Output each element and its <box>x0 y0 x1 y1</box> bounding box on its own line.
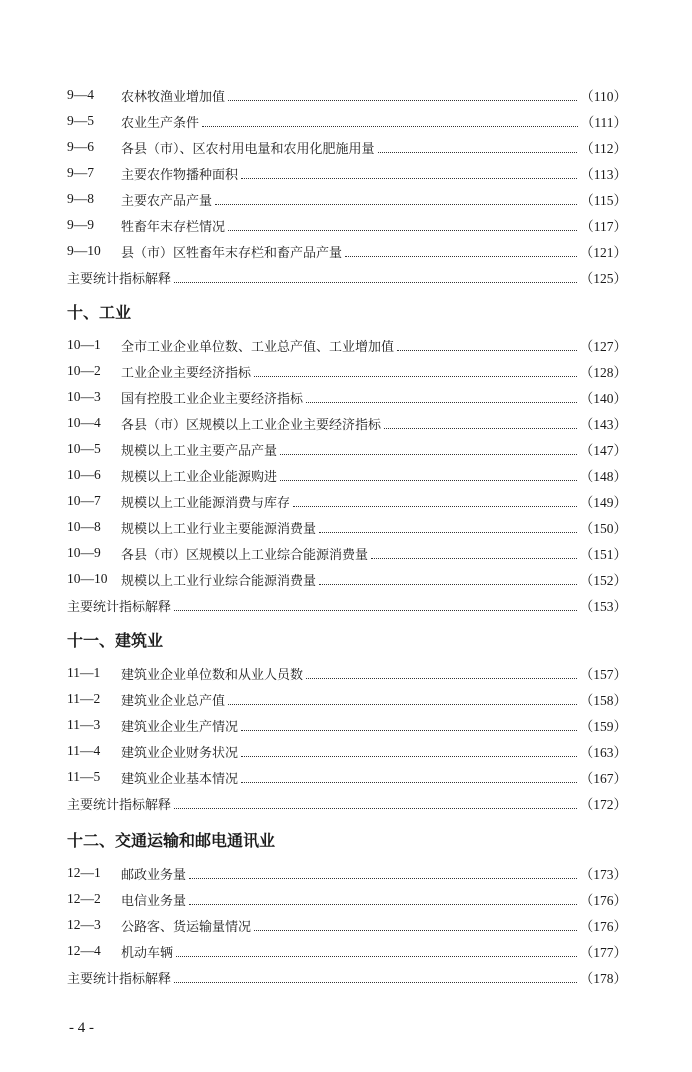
entry-title: 国有控股工业企业主要经济指标 <box>121 391 304 407</box>
dot-leader <box>241 782 577 783</box>
entry-title: 规模以上工业能源消费与库存 <box>121 495 291 511</box>
entry-page: （152） <box>579 573 627 588</box>
entry-title: 规模以上工业企业能源购进 <box>121 469 278 485</box>
entry-page: （111） <box>580 115 627 130</box>
toc-entry[interactable] <box>67 464 627 486</box>
entry-page: （125） <box>579 271 627 286</box>
entry-title: 县（市）区牲畜年末存栏和畜产品产量 <box>121 245 343 261</box>
entry-title: 全市工业企业单位数、工业总产值、工业增加值 <box>121 339 395 355</box>
entry-number: 11—3 <box>67 717 101 732</box>
entry-title: 各县（市）、区农村用电量和农用化肥施用量 <box>121 141 375 157</box>
entry-title: 规模以上工业主要产品产量 <box>121 443 278 459</box>
entry-number: 11—1 <box>67 665 101 680</box>
toc-entry[interactable] <box>67 84 627 106</box>
toc-entry[interactable] <box>67 490 627 512</box>
toc-entry[interactable] <box>67 568 627 590</box>
dot-leader <box>371 558 577 559</box>
toc-entry[interactable] <box>67 412 627 434</box>
toc-entry[interactable] <box>67 360 627 382</box>
toc-entry-explanation[interactable] <box>67 966 627 988</box>
entry-title: 建筑业企业单位数和从业人员数 <box>121 667 304 683</box>
entry-page: （112） <box>580 141 627 156</box>
toc-entry[interactable] <box>67 516 627 538</box>
entry-number: 10—1 <box>67 337 101 352</box>
toc-entry[interactable] <box>67 334 627 356</box>
entry-title: 工业企业主要经济指标 <box>121 365 252 381</box>
entry-page: （110） <box>580 89 627 104</box>
toc-entry[interactable] <box>67 740 627 762</box>
entry-page: （121） <box>579 245 627 260</box>
entry-page: （167） <box>579 771 627 786</box>
entry-title: 机动车辆 <box>121 945 174 961</box>
entry-page: （149） <box>579 495 627 510</box>
entry-page: （128） <box>579 365 627 380</box>
dot-leader <box>345 256 577 257</box>
entry-number: 9—6 <box>67 139 94 154</box>
entry-page: （140） <box>579 391 627 406</box>
dot-leader <box>254 930 577 931</box>
dot-leader <box>228 230 577 231</box>
toc-entry[interactable] <box>67 438 627 460</box>
toc-entry[interactable] <box>67 542 627 564</box>
dot-leader <box>174 808 577 809</box>
entry-number: 9—8 <box>67 191 94 206</box>
toc-entry[interactable] <box>67 386 627 408</box>
toc-entry-explanation[interactable] <box>67 266 627 288</box>
entry-number: 9—5 <box>67 113 94 128</box>
dot-leader <box>189 878 577 879</box>
toc-entry[interactable] <box>67 240 627 262</box>
entry-page: （163） <box>579 745 627 760</box>
entry-title: 规模以上工业行业综合能源消费量 <box>121 573 317 589</box>
toc-entry[interactable] <box>67 162 627 184</box>
toc-entry-explanation[interactable] <box>67 594 627 616</box>
entry-number: 10—10 <box>67 571 108 586</box>
toc-entry[interactable] <box>67 862 627 884</box>
toc-entry[interactable] <box>67 110 627 132</box>
dot-leader <box>228 704 577 705</box>
entry-title: 邮政业务量 <box>121 867 187 883</box>
entry-title: 各县（市）区规模以上工业综合能源消费量 <box>121 547 369 563</box>
entry-page: （158） <box>579 693 627 708</box>
entry-number: 12—3 <box>67 917 101 932</box>
section-heading: 十一、建筑业 <box>67 631 164 650</box>
entry-title: 建筑业企业总产值 <box>121 693 226 709</box>
entry-page: （176） <box>579 893 627 908</box>
entry-number: 12—4 <box>67 943 101 958</box>
dot-leader <box>306 678 577 679</box>
dot-leader <box>241 178 577 179</box>
dot-leader <box>254 376 577 377</box>
dot-leader <box>189 904 577 905</box>
dot-leader <box>397 350 577 351</box>
entry-title: 主要农作物播种面积 <box>121 167 239 183</box>
dot-leader <box>306 402 577 403</box>
entry-page: （173） <box>579 867 627 882</box>
entry-number: 12—1 <box>67 865 101 880</box>
entry-page: （127） <box>579 339 627 354</box>
entry-title: 各县（市）区规模以上工业企业主要经济指标 <box>121 417 382 433</box>
section-heading: 十二、交通运输和邮电通讯业 <box>67 831 276 850</box>
entry-number: 10—7 <box>67 493 101 508</box>
entry-title: 电信业务量 <box>121 893 187 909</box>
entry-title: 农林牧渔业增加值 <box>121 89 226 105</box>
entry-page: （143） <box>579 417 627 432</box>
entry-page: （115） <box>580 193 627 208</box>
toc-entry[interactable] <box>67 136 627 158</box>
entry-page: （147） <box>579 443 627 458</box>
entry-title: 建筑业企业基本情况 <box>121 771 239 787</box>
entry-number: 10—6 <box>67 467 101 482</box>
dot-leader <box>174 982 577 983</box>
dot-leader <box>378 152 578 153</box>
entry-page: （113） <box>580 167 627 182</box>
entry-number: 10—9 <box>67 545 101 560</box>
entry-page: （177） <box>579 945 627 960</box>
entry-page: （148） <box>579 469 627 484</box>
toc-entry[interactable] <box>67 214 627 236</box>
entry-page: （176） <box>579 919 627 934</box>
entry-number: 9—7 <box>67 165 94 180</box>
entry-page: （153） <box>579 599 627 614</box>
entry-number: 9—9 <box>67 217 94 232</box>
dot-leader <box>228 100 577 101</box>
entry-number: 9—4 <box>67 87 94 102</box>
entry-title: 主要统计指标解释 <box>67 271 172 287</box>
entry-title: 农业生产条件 <box>121 115 200 131</box>
entry-number: 11—4 <box>67 743 101 758</box>
dot-leader <box>174 282 577 283</box>
entry-title: 主要农产品产量 <box>121 193 213 209</box>
toc-entry[interactable] <box>67 714 627 736</box>
entry-page: （172） <box>579 797 627 812</box>
dot-leader <box>319 584 577 585</box>
entry-number: 10—3 <box>67 389 101 404</box>
section-heading: 十、工业 <box>67 303 132 322</box>
toc-entry[interactable] <box>67 888 627 910</box>
dot-leader <box>384 428 577 429</box>
entry-page: （178） <box>579 971 627 986</box>
dot-leader <box>202 126 578 127</box>
entry-title: 建筑业企业财务状况 <box>121 745 239 761</box>
dot-leader <box>293 506 577 507</box>
entry-page: （157） <box>579 667 627 682</box>
entry-number: 10—2 <box>67 363 101 378</box>
entry-title: 规模以上工业行业主要能源消费量 <box>121 521 317 537</box>
page-number: - 4 - <box>69 1020 94 1036</box>
entry-number: 10—5 <box>67 441 101 456</box>
toc-entry[interactable] <box>67 662 627 684</box>
dot-leader <box>241 730 577 731</box>
toc-entry[interactable] <box>67 188 627 210</box>
entry-page: （150） <box>579 521 627 536</box>
entry-title: 主要统计指标解释 <box>67 971 172 987</box>
entry-number: 11—5 <box>67 769 101 784</box>
toc-entry[interactable] <box>67 914 627 936</box>
dot-leader <box>176 956 577 957</box>
entry-title: 公路客、货运输量情况 <box>121 919 252 935</box>
entry-number: 10—4 <box>67 415 101 430</box>
toc-entry[interactable] <box>67 766 627 788</box>
entry-title: 主要统计指标解释 <box>67 797 172 813</box>
entry-page: （151） <box>579 547 627 562</box>
dot-leader <box>280 480 577 481</box>
toc-entry[interactable] <box>67 688 627 710</box>
entry-page: （159） <box>579 719 627 734</box>
dot-leader <box>319 532 577 533</box>
entry-title: 建筑业企业生产情况 <box>121 719 239 735</box>
entry-number: 12—2 <box>67 891 101 906</box>
dot-leader <box>280 454 577 455</box>
entry-title: 主要统计指标解释 <box>67 599 172 615</box>
dot-leader <box>174 610 577 611</box>
dot-leader <box>215 204 577 205</box>
toc-entry[interactable] <box>67 940 627 962</box>
entry-number: 9—10 <box>67 243 101 258</box>
entry-number: 10—8 <box>67 519 101 534</box>
entry-title: 牲畜年末存栏情况 <box>121 219 226 235</box>
entry-page: （117） <box>580 219 627 234</box>
toc-entry-explanation[interactable] <box>67 792 627 814</box>
dot-leader <box>241 756 577 757</box>
entry-number: 11—2 <box>67 691 101 706</box>
